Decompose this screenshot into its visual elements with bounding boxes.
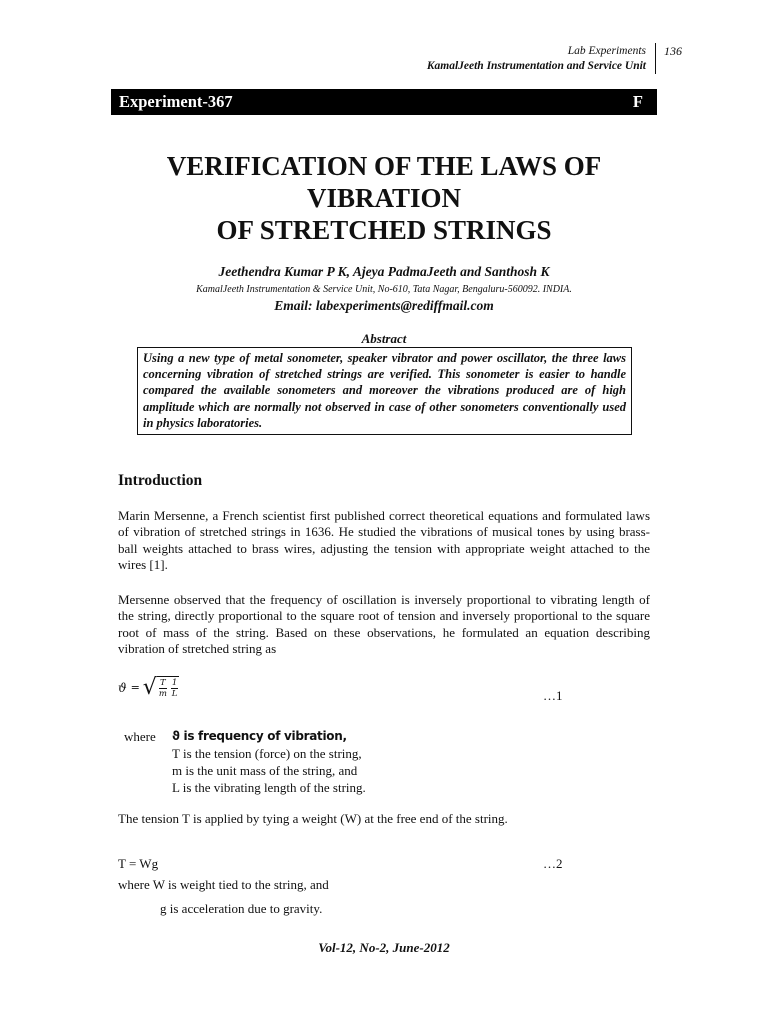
definition-tension: T is the tension (force) on the string, <box>172 746 362 761</box>
where-word: where <box>124 729 156 744</box>
eq1-one: 1 <box>171 678 178 688</box>
eq1-radicand <box>157 676 179 699</box>
eq1-frequency-symbol: ϑ <box>118 680 127 695</box>
definition-length: L is the vibrating length of the string. <box>172 780 366 795</box>
title-line-3: OF STRETCHED STRINGS <box>216 215 552 245</box>
abstract-heading: Abstract <box>361 331 407 346</box>
intro-paragraph-1: Marin Mersenne, a French scientist first published correct theoretical equations and formulated laws of vibration of stretched strings in 1636. He studied the vibrations of musical tones by using brass-ball weights attached to brass wires, adjusting the tension with appropriate weight attached to the wires [1]. <box>118 508 650 572</box>
eq1-mass: m <box>158 689 167 699</box>
eq1-tension: T <box>160 678 166 688</box>
definition-frequency: ϑ is frequency of vibration, <box>172 729 347 743</box>
equation-2-number: …2 <box>543 856 563 871</box>
tension-paragraph: The tension T is applied by tying a weight (W) at the free end of the string. <box>118 811 508 826</box>
equation-1-number: …1 <box>543 688 563 703</box>
running-header <box>427 44 646 74</box>
header-journal: Lab Experiments <box>567 45 646 57</box>
affiliation: KamalJeeth Instrumentation & Service Unit, No-610, Tata Nagar, Bengaluru-560092. INDIA. <box>196 284 572 295</box>
page-number: 136 <box>664 44 682 58</box>
title-line-1: VERIFICATION OF THE LAWS OF <box>166 151 602 181</box>
experiment-tag: F <box>632 92 643 111</box>
eq1-fraction-length <box>171 678 178 699</box>
intro-paragraph-2: Mersenne observed that the frequency of oscillation is inversely proportional to vibrating length of the string, directly proportional to the square root of tension and inversely proportional to the square root of mass of the string. Based on these observations, he formulated an equation describing vibration of stretched string as <box>118 592 650 656</box>
experiment-bar <box>111 89 657 115</box>
experiment-label: Experiment-367 <box>119 92 233 111</box>
authors: Jeethendra Kumar P K, Ajeya PadmaJeeth and Santhosh K <box>218 264 550 279</box>
definition-list <box>172 728 366 796</box>
where-weight: where W is weight tied to the string, and <box>118 877 329 892</box>
sqrt-icon: √ <box>142 674 157 700</box>
eq1-length: L <box>171 689 178 699</box>
where-gravity: g is acceleration due to gravity. <box>160 901 323 916</box>
equation-1 <box>118 676 179 699</box>
footer-volume: Vol-12, No-2, June-2012 <box>318 940 450 955</box>
abstract-box: Using a new type of metal sonometer, speaker vibrator and power oscillator, the three laws concerning vibration of stretched strings are verified. This sonometer is easier to handle compared the available sonometers and moreover the vibrations produced are of high amplitude which are normally not observed in case of other sonometers conventionally used in physics laboratories. <box>137 347 632 435</box>
introduction-heading: Introduction <box>118 472 203 489</box>
paper-title <box>111 150 657 246</box>
header-divider <box>655 43 656 74</box>
header-publisher: KamalJeeth Instrumentation and Service Unit <box>426 60 646 72</box>
email: Email: labexperiments@rediffmail.com <box>274 298 494 313</box>
eq1-fraction-tension-mass <box>159 678 167 699</box>
eq1-equals: = <box>130 681 140 694</box>
title-line-2: VIBRATION <box>306 183 462 213</box>
equation-2: T = Wg <box>118 856 159 871</box>
definition-mass: m is the unit mass of the string, and <box>172 763 358 778</box>
